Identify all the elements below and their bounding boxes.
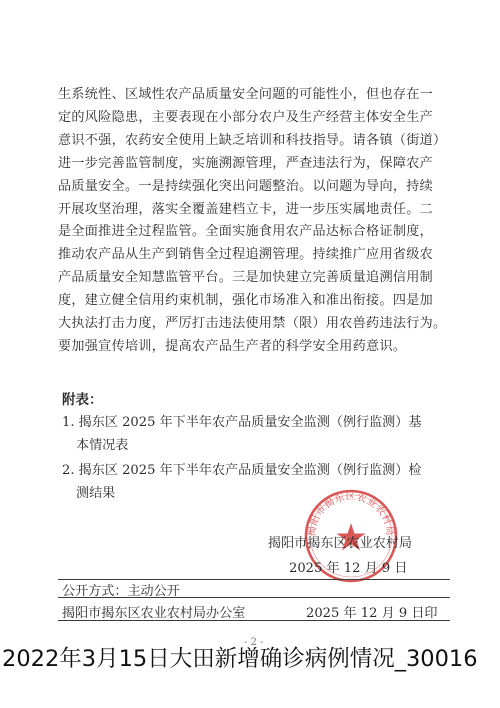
page-number: - 2 - [244,637,264,648]
body-line: 产品质量安全知慧监管平台。三是加快建立完善质量追溯信用制 [58,270,434,286]
body-line: 进一步完善监管制度，实施溯源管理，严查违法行为，保障农产 [58,155,434,171]
body-line: 度，建立健全信用约束机制，强化市场准入和准出衔接。四是加 [58,293,434,309]
footer-issue-date: 2025 年 12 月 9 日印 [306,606,438,621]
attachment-line: 1. 揭东区 2025 年下半年农产品质量安全监测（例行监测）基 [62,415,422,430]
body-line: 是全面推进全过程监管。全面实施食用农产品达标合格证制度， [58,224,434,240]
attachment-line: 本情况表 [76,438,129,453]
body-line: 推动农产品从生产到销售全过程追溯管理。持续推广应用省级农 [58,247,434,263]
body-line: 定的风险隐患，主要表现在小部分农户及生产经营主体安全生产 [58,109,434,125]
body-line: 开展攻坚治理，落实全覆盖建档立卡，进一步压实属地责任。二 [58,201,434,217]
caption-title: 2022年3月15日大田新增确诊病例情况_30016 [2,646,478,672]
body-line: 生系统性、区域性农产品质量安全问题的可能性小，但也存在一 [58,87,434,102]
attachment-line: 2. 揭东区 2025 年下半年农产品质量安全监测（例行监测）检 [62,463,422,478]
footer-office: 揭阳市揭东区农业农村局办公室 [62,606,246,621]
body-line: 品质量安全。一是持续强化突出问题整治。以问题为导向，持续 [58,178,434,194]
document-body-text [58,84,450,359]
divider [58,597,450,598]
body-line: 要加强宣传培训，提高农产品生产者的科学安全用药意识。 [58,338,407,354]
seal-text: 揭阳市揭东区农业农村局 [306,491,396,537]
public-mode: 公开方式：主动公开 [62,584,180,599]
attachments-title: 附表： [62,392,103,408]
attachment-line: 测结果 [76,486,116,501]
divider [58,620,450,621]
body-line: 意识不强，农药安全使用上缺乏培训和科技指导。请各镇（街道） [58,132,447,148]
signature-date: 2025 年 12 月 9 日 [289,561,408,576]
attachment-item [62,411,452,457]
body-line: 大执法打击力度，严厉打击违法使用禁（限）用农兽药违法行为。 [58,316,447,332]
signature-org: 揭阳市揭东区农业农村局 [268,536,413,551]
